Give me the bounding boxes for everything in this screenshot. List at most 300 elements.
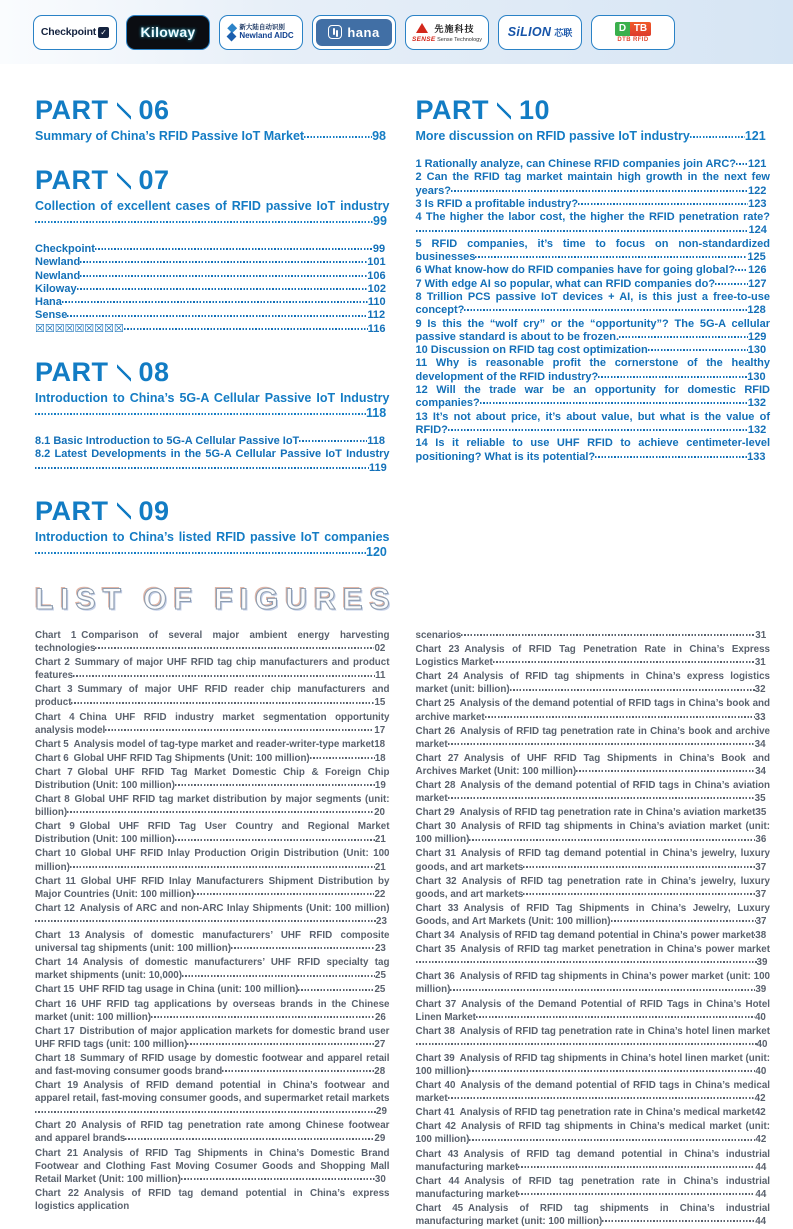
page-number: 129: [748, 330, 767, 343]
dotted-leader: [71, 702, 374, 704]
toc-part-section: [35, 167, 390, 336]
figure-entry[interactable]: [35, 983, 390, 996]
logo-dtb: [591, 15, 675, 50]
toc-column: [35, 97, 390, 583]
toc-entry[interactable]: [416, 318, 771, 345]
entry-label: Checkpoint: [35, 243, 95, 255]
page-number: 34: [754, 738, 766, 750]
page-number: 42: [754, 1093, 766, 1105]
dotted-leader: [448, 1097, 755, 1099]
entry-label: Chart 28 Analysis of the demand potential of RFID tags in China’s aviation market: [415, 780, 770, 805]
page-number: 02: [374, 643, 386, 655]
part-heading: [416, 97, 771, 124]
dotted-leader: [124, 328, 368, 330]
figure-entry[interactable]: [416, 875, 771, 901]
figure-entry[interactable]: [416, 1106, 771, 1119]
toc-entry[interactable]: [35, 309, 390, 322]
page-number: 37: [755, 861, 767, 873]
diagonal-separator-icon: [117, 500, 131, 522]
dotted-leader: [35, 467, 369, 469]
dotted-leader: [35, 413, 366, 415]
page-number: 110: [367, 296, 386, 309]
toc-entry[interactable]: [416, 344, 771, 357]
dotted-leader: [611, 920, 756, 922]
dotted-leader: [448, 743, 755, 745]
figure-entry[interactable]: [35, 656, 390, 682]
figure-entry[interactable]: [416, 998, 771, 1024]
toc-entry[interactable]: [416, 198, 771, 211]
page-number: 118: [366, 406, 387, 421]
page-number: 31: [754, 657, 766, 669]
figure-entry[interactable]: [35, 1052, 390, 1078]
figure-entry[interactable]: [35, 929, 390, 955]
entry-label: Sense: [35, 309, 68, 322]
figure-entry[interactable]: [35, 1025, 390, 1051]
entry-label: 3 Is RFID a profitable industry?: [415, 197, 579, 210]
part-number: 06: [138, 95, 170, 125]
entry-label: Chart 36 Analysis of RFID tag shipments in China’s power market (unit: 100 million): [415, 971, 770, 996]
toc-entry[interactable]: [416, 278, 771, 291]
page-number: 39: [755, 984, 767, 996]
dotted-leader: [67, 811, 374, 813]
entry-label: Chart 7 Global UHF RFID Tag Market Domestic Chip & Foreign Chip Distribution (Unit: 100 million): [35, 766, 390, 791]
figure-entry[interactable]: [416, 779, 771, 805]
figure-entry[interactable]: [416, 1025, 771, 1051]
toc-part-section: [416, 97, 771, 464]
page-number: 130: [747, 370, 766, 383]
dotted-leader: [62, 301, 368, 303]
entry-label: Chart 24 Analysis of RFID tag shipments in China’s express logistics market (unit: billion): [415, 671, 770, 696]
silion-cn-label: 芯联: [554, 27, 573, 38]
figure-entry[interactable]: [416, 847, 771, 873]
figure-entry[interactable]: [416, 1148, 771, 1174]
page-number: 124: [748, 224, 767, 237]
figure-entry[interactable]: [35, 820, 390, 846]
figure-entry[interactable]: [35, 766, 390, 792]
sense-brand-label: SENSE: [412, 35, 436, 43]
part-title-entry[interactable]: [416, 129, 771, 144]
figure-entry[interactable]: [35, 683, 390, 709]
toc-entry[interactable]: [35, 296, 390, 309]
part-number: 08: [138, 357, 170, 388]
part-title-label: More discussion on RFID passive IoT industry: [415, 129, 690, 143]
page-number: 31: [755, 629, 767, 641]
dtb-tb-letters: TB: [630, 22, 651, 36]
figure-entry[interactable]: [35, 1079, 390, 1118]
figures-column: [416, 629, 771, 1229]
dotted-leader: [602, 1220, 755, 1222]
toc-entry[interactable]: [35, 435, 390, 448]
part-heading: [35, 97, 390, 124]
page-number: 120: [366, 544, 387, 559]
entry-label: scenarios: [415, 629, 462, 641]
entry-label: Chart 2 Summary of major UHF RFID tag chip manufacturers and product features: [35, 657, 390, 682]
entry-label: Chart 16 UHF RFID tag applications by overseas brands in the Chinese market (unit: 100 million): [35, 998, 390, 1023]
entry-label: Chart 26 Analysis of RFID tag penetration rate in China’s book and archive market: [415, 725, 770, 750]
toc-entry[interactable]: [416, 264, 771, 277]
page-number: 23: [376, 915, 387, 927]
newland-cn-label: 新大陆自动识别: [239, 23, 285, 31]
dotted-leader: [95, 248, 373, 250]
page-number: 98: [372, 129, 386, 143]
entry-label: Chart 34 Analysis of RFID tag demand potential in China’s power market: [415, 930, 755, 942]
page-number: 127: [748, 277, 767, 290]
figure-entry[interactable]: [416, 697, 771, 723]
page-number: 42: [754, 1107, 766, 1119]
entry-label: Kiloway: [35, 282, 77, 295]
entry-label: Chart 39 Analysis of RFID tag shipments in China’s hotel linen market (unit: 100 million): [415, 1052, 770, 1077]
dotted-leader: [416, 961, 757, 963]
dotted-leader: [450, 989, 755, 991]
part-heading: [35, 495, 390, 526]
entry-label: Chart 41 Analysis of RFID tag penetration rate in China’s medical market: [415, 1107, 755, 1119]
hana-label: hana: [347, 24, 380, 40]
entry-label: Chart 32 Analysis of RFID tag penetration rate in China’s jewelry, luxury goods, and art markets: [415, 875, 770, 900]
page-number: 20: [374, 807, 386, 819]
page-number: 35: [755, 807, 767, 819]
entry-label: 5 RFID companies, it’s time to focus on non-standardized businesses: [415, 237, 770, 264]
toc-part-section: [35, 97, 390, 144]
dotted-leader: [35, 552, 366, 554]
page-number: 116: [367, 322, 386, 335]
figure-entry[interactable]: [416, 929, 771, 942]
dotted-leader: [80, 275, 367, 277]
entry-label: Chart 19 Analysis of RFID demand potential in China’s footwear and apparel retail, fast-moving consumer goods, and supermarket retail markets: [35, 1080, 390, 1105]
hana-badge-icon: [328, 25, 342, 39]
diagonal-separator-icon: [117, 362, 131, 384]
page-number: 19: [374, 780, 386, 791]
figure-entry[interactable]: [416, 970, 771, 996]
part-title-label: Introduction to China’s listed RFID passive IoT companies: [35, 529, 390, 544]
logo-bar: [0, 0, 793, 64]
part-heading: [35, 359, 390, 386]
figure-entry[interactable]: [35, 998, 390, 1024]
dotted-leader: [518, 1193, 755, 1195]
page-number: 102: [367, 282, 386, 295]
page-number: 39: [756, 957, 768, 969]
page-number: 23: [374, 943, 386, 955]
dtb-sub-label: DTB RFID: [617, 36, 649, 43]
newland-diamonds-icon: [228, 24, 235, 40]
page-number: 30: [374, 1173, 386, 1185]
kiloway-label: Kiloway: [140, 24, 196, 40]
page-number: 119: [369, 461, 387, 474]
entry-label: Chart 18 Summary of RFID usage by domestic footwear and apparel retail and fast-moving consumer goods brand: [35, 1052, 390, 1077]
dotted-leader: [690, 136, 745, 138]
dotted-leader: [151, 1016, 375, 1018]
page-number: 123: [748, 197, 767, 210]
dotted-leader: [619, 336, 748, 338]
figure-entry[interactable]: [35, 1187, 390, 1213]
toc-entry[interactable]: [416, 357, 771, 384]
entry-label: Chart 45 Analysis of RFID tag shipments in China’s industrial manufacturing market (unit: 100 million): [415, 1202, 770, 1227]
figure-entry[interactable]: [35, 752, 390, 765]
entry-label: Chart 1 Comparison of several major ambient energy harvesting technologies: [35, 629, 390, 655]
entry-label: Chart 6 Global UHF RFID Tag Shipments (Unit: 100 million): [35, 752, 310, 764]
entry-label: 9 Is this the “wolf cry” or the “opportunity”? The 5G-A cellular passive standard is about to be frozen.: [415, 317, 770, 343]
dotted-leader: [80, 261, 367, 263]
page-number: 44: [755, 1216, 767, 1227]
entry-label: 12 Will the trade war be an opportunity for domestic RFID companies?: [415, 384, 770, 410]
entry-label: Chart 3 Summary of major UHF RFID reader chip manufacturers and product: [35, 684, 390, 709]
dotted-leader: [510, 689, 755, 691]
dotted-leader: [70, 866, 375, 868]
page-number: 27: [374, 1038, 386, 1050]
entry-label: Chart 29 Analysis of RFID tag penetration rate in China’s aviation market: [415, 807, 756, 819]
figures-column: [35, 629, 390, 1229]
part-title-entry[interactable]: [35, 199, 390, 229]
page-number: 121: [744, 129, 766, 143]
page-number: 121: [748, 158, 767, 170]
part-title-entry[interactable]: [35, 530, 390, 560]
page-number: 126: [748, 264, 767, 277]
toc-entry[interactable]: [416, 238, 771, 265]
figure-entry[interactable]: [416, 670, 771, 696]
list-of-figures: [0, 583, 793, 1229]
dotted-leader: [736, 163, 748, 165]
page-number: 36: [755, 834, 767, 846]
figure-entry[interactable]: [416, 1175, 771, 1201]
page-number: 132: [747, 423, 767, 436]
toc-entry[interactable]: [416, 384, 771, 411]
entry-label: Chart 22 Analysis of RFID tag demand potential in China’s express logistics application: [35, 1187, 390, 1212]
checkpoint-label: Checkpoint: [40, 26, 97, 38]
entry-label: Newland: [35, 269, 81, 282]
toc-entry[interactable]: [35, 243, 390, 256]
dotted-leader: [476, 1016, 755, 1018]
figure-entry[interactable]: [416, 1120, 771, 1146]
entry-label: Chart 38 Analysis of RFID tag penetration rate in China’s hotel linen market: [415, 1025, 770, 1037]
entry-label: Chart 17 Distribution of major application markets for domestic brand user UHF RFID tags (unit: 100 million): [35, 1025, 390, 1050]
toc-entry[interactable]: [416, 437, 771, 464]
page-number: 17: [374, 724, 386, 736]
page-number: 128: [747, 304, 766, 317]
figure-entry[interactable]: [416, 943, 771, 969]
entry-label: 10 Discussion on RFID tag cost optimization: [415, 344, 648, 357]
dotted-leader: [475, 256, 747, 258]
dotted-leader: [304, 136, 372, 138]
page-number: 34: [755, 765, 767, 777]
sense-triangle-icon: [416, 23, 428, 33]
figure-entry[interactable]: [416, 1202, 771, 1228]
table-of-contents: [0, 64, 793, 583]
page-number: 99: [372, 243, 386, 255]
entry-label: Chart 30 Analysis of RFID tag shipments in China’s aviation market (unit: 100 million): [415, 821, 770, 846]
entry-label: Chart 27 Analysis of UHF RFID Tag Shipments in China’s Book and Archives Market (Unit: 100 million): [415, 752, 770, 777]
dotted-leader: [125, 1138, 374, 1140]
dotted-leader: [35, 221, 373, 223]
entry-label: 8.1 Basic Introduction to 5G-A Cellular Passive IoT: [35, 435, 300, 448]
entry-label: 7 With edge AI so popular, what can RFID companies do?: [415, 277, 716, 290]
dotted-leader: [493, 661, 755, 663]
entry-label: ☒☒☒☒☒☒☒☒☒: [35, 322, 124, 335]
page-number: 15: [374, 697, 386, 709]
figure-entry[interactable]: [35, 793, 390, 819]
part-title-label: Collection of excellent cases of RFID passive IoT industry: [35, 199, 390, 213]
page-number: 28: [374, 1065, 386, 1077]
entry-label: 14 Is it reliable to use UHF RFID to achieve centimeter-level positioning? What is its potential?: [415, 437, 770, 463]
part-word: PART: [35, 95, 109, 125]
dotted-leader: [181, 1178, 375, 1180]
entry-label: Chart 12 Analysis of ARC and non-ARC Inlay Shipments (Unit: 100 million): [35, 902, 390, 914]
part-title-entry[interactable]: [35, 129, 390, 144]
entry-label: Chart 33 Analysis of RFID Tag Shipments in China’s Jewelry, Luxury Goods, and Art Markets (Unit: 100 million): [415, 902, 770, 927]
page-number: 42: [755, 1134, 767, 1146]
figure-entry[interactable]: [35, 847, 390, 873]
entry-label: 11 Why is reasonable profit the cornerstone of the healthy development of the RFID industry?: [415, 357, 770, 383]
dotted-leader: [77, 288, 368, 290]
figure-entry[interactable]: [35, 711, 390, 737]
page-number: 18: [374, 752, 386, 764]
figure-entry[interactable]: [416, 725, 771, 751]
entry-label: Chart 4 China UHF RFID industry market segmentation opportunity analysis model: [35, 711, 390, 736]
figure-entry[interactable]: [35, 629, 390, 655]
logo-hana: [312, 15, 396, 50]
dotted-leader: [35, 1111, 376, 1113]
dotted-leader: [469, 839, 755, 841]
dotted-leader: [299, 440, 367, 442]
page-number: 106: [367, 269, 386, 282]
part-title-entry[interactable]: [35, 391, 390, 421]
dotted-leader: [194, 893, 374, 895]
sense-cn-label: 先施科技: [434, 23, 475, 34]
page-number: 118: [367, 435, 386, 448]
dotted-leader: [715, 283, 748, 285]
toc-entry[interactable]: [416, 158, 771, 171]
dotted-leader: [95, 647, 374, 649]
toc-column: [416, 97, 771, 583]
dotted-leader: [298, 989, 374, 991]
logo-checkpoint: [33, 15, 117, 50]
part-word: PART: [35, 357, 109, 388]
page-number: 25: [374, 984, 386, 996]
toc-entry[interactable]: [35, 323, 390, 336]
logo-sense: [405, 15, 489, 50]
toc-entry[interactable]: [416, 211, 771, 238]
diagonal-separator-icon: [497, 100, 511, 122]
figure-entry[interactable]: [35, 902, 390, 928]
part-number: 07: [138, 165, 170, 195]
page-number: 32: [754, 684, 766, 696]
toc-entry[interactable]: [416, 291, 771, 318]
dotted-leader: [187, 1043, 374, 1045]
figure-entry[interactable]: [35, 738, 390, 751]
part-number: 09: [138, 495, 170, 526]
dotted-leader: [105, 729, 374, 731]
page-number: 40: [755, 1065, 767, 1077]
toc-entry[interactable]: [35, 270, 390, 283]
figure-entry[interactable]: [416, 1079, 771, 1105]
part-items: [35, 435, 390, 475]
figure-entry[interactable]: [35, 956, 390, 982]
page-number: 44: [755, 1161, 767, 1173]
dotted-leader: [451, 190, 748, 192]
entry-label: Chart 20 Analysis of RFID tag penetration rate among Chinese footwear and apparel brands: [35, 1120, 390, 1145]
figure-entry[interactable]: [416, 820, 771, 846]
figure-entry[interactable]: [416, 629, 771, 642]
entry-label: 2 Can the RFID tag market maintain high growth in the next few years?: [415, 171, 770, 197]
page-number: 112: [367, 309, 386, 322]
figure-entry[interactable]: [416, 752, 771, 778]
figure-entry[interactable]: [416, 643, 771, 669]
entry-label: Chart 37 Analysis of the Demand Potential of RFID Tags in China’s Hotel Linen Market: [415, 998, 770, 1023]
dotted-leader: [222, 1070, 374, 1072]
entry-label: Chart 8 Global UHF RFID tag market distribution by major segments (unit: billion): [35, 794, 390, 819]
toc-entry[interactable]: [35, 448, 390, 475]
part-title-label: Summary of China’s RFID Passive IoT Market: [35, 129, 305, 143]
dotted-leader: [175, 839, 375, 841]
toc-entry[interactable]: [416, 411, 771, 438]
entry-label: Chart 40 Analysis of the demand potential of RFID tags in China’s medical market: [415, 1080, 770, 1105]
page-number: 99: [373, 214, 387, 228]
page-number: 101: [367, 256, 386, 269]
page-number: 18: [374, 738, 386, 750]
toc-entry[interactable]: [35, 283, 390, 296]
dotted-leader: [469, 1070, 755, 1072]
dtb-blocks-icon: [615, 22, 651, 36]
entry-label: Hana: [35, 296, 62, 309]
silion-brand-label: SiLION: [507, 25, 552, 39]
page-number: 125: [747, 251, 766, 264]
toc-part-section: [35, 359, 390, 475]
page-number: 133: [747, 450, 766, 463]
entry-label: Chart 10 Global UHF RFID Inlay Production Origin Distribution (Unit: 100 million): [35, 848, 390, 873]
entry-label: Chart 25 Analysis of the demand potential of RFID tags in China’s book and archive market: [415, 698, 770, 723]
dotted-leader: [518, 1166, 755, 1168]
dotted-leader: [175, 784, 375, 786]
figure-entry[interactable]: [35, 1147, 390, 1186]
dotted-leader: [523, 893, 755, 895]
entry-label: Chart 14 Analysis of domestic manufacturers’ UHF RFID specialty tag market shipments (unit: 10,000): [35, 957, 390, 982]
dotted-leader: [595, 456, 747, 458]
figures-heading: LIST OF FIGURES: [35, 582, 397, 616]
dotted-leader: [485, 716, 755, 718]
page-number: 11: [375, 670, 386, 682]
dotted-leader: [448, 797, 755, 799]
part-word: PART: [35, 165, 109, 195]
page-number: 26: [374, 1011, 386, 1023]
page-number: 29: [376, 1106, 387, 1118]
dotted-leader: [448, 429, 748, 431]
logo-silion: [498, 15, 582, 50]
page-number: 40: [754, 1011, 766, 1023]
entry-label: Chart 9 Global UHF RFID Tag User Country and Regional Market Distribution (Unit: 100 million): [35, 821, 390, 846]
toc-entry[interactable]: [416, 171, 771, 198]
dotted-leader: [648, 349, 748, 351]
dotted-leader: [231, 947, 375, 949]
entry-label: 6 What know-how do RFID companies have for going global?: [415, 264, 736, 277]
page-number: 132: [747, 397, 767, 410]
dotted-leader: [182, 975, 375, 977]
figure-entry[interactable]: [35, 875, 390, 901]
figure-entry[interactable]: [416, 806, 771, 819]
part-items: [416, 158, 771, 464]
logo-newland: [219, 15, 303, 50]
toc-entry[interactable]: [35, 256, 390, 269]
dotted-leader: [576, 770, 755, 772]
newland-en-label: Newland AIDC: [239, 31, 294, 41]
dotted-leader: [523, 866, 755, 868]
figure-entry[interactable]: [416, 1052, 771, 1078]
toc-part-section: [35, 495, 390, 560]
entry-label: Chart 11 Global UHF RFID Inlay Manufacturers Shipment Distribution by Major Countries (Unit: 100 million): [35, 875, 390, 900]
page-number: 44: [755, 1188, 767, 1200]
page-number: 35: [754, 793, 766, 805]
figure-entry[interactable]: [35, 1119, 390, 1145]
page-number: 22: [374, 888, 386, 900]
dtb-d-letter: D: [615, 22, 630, 36]
figure-entry[interactable]: [416, 902, 771, 928]
